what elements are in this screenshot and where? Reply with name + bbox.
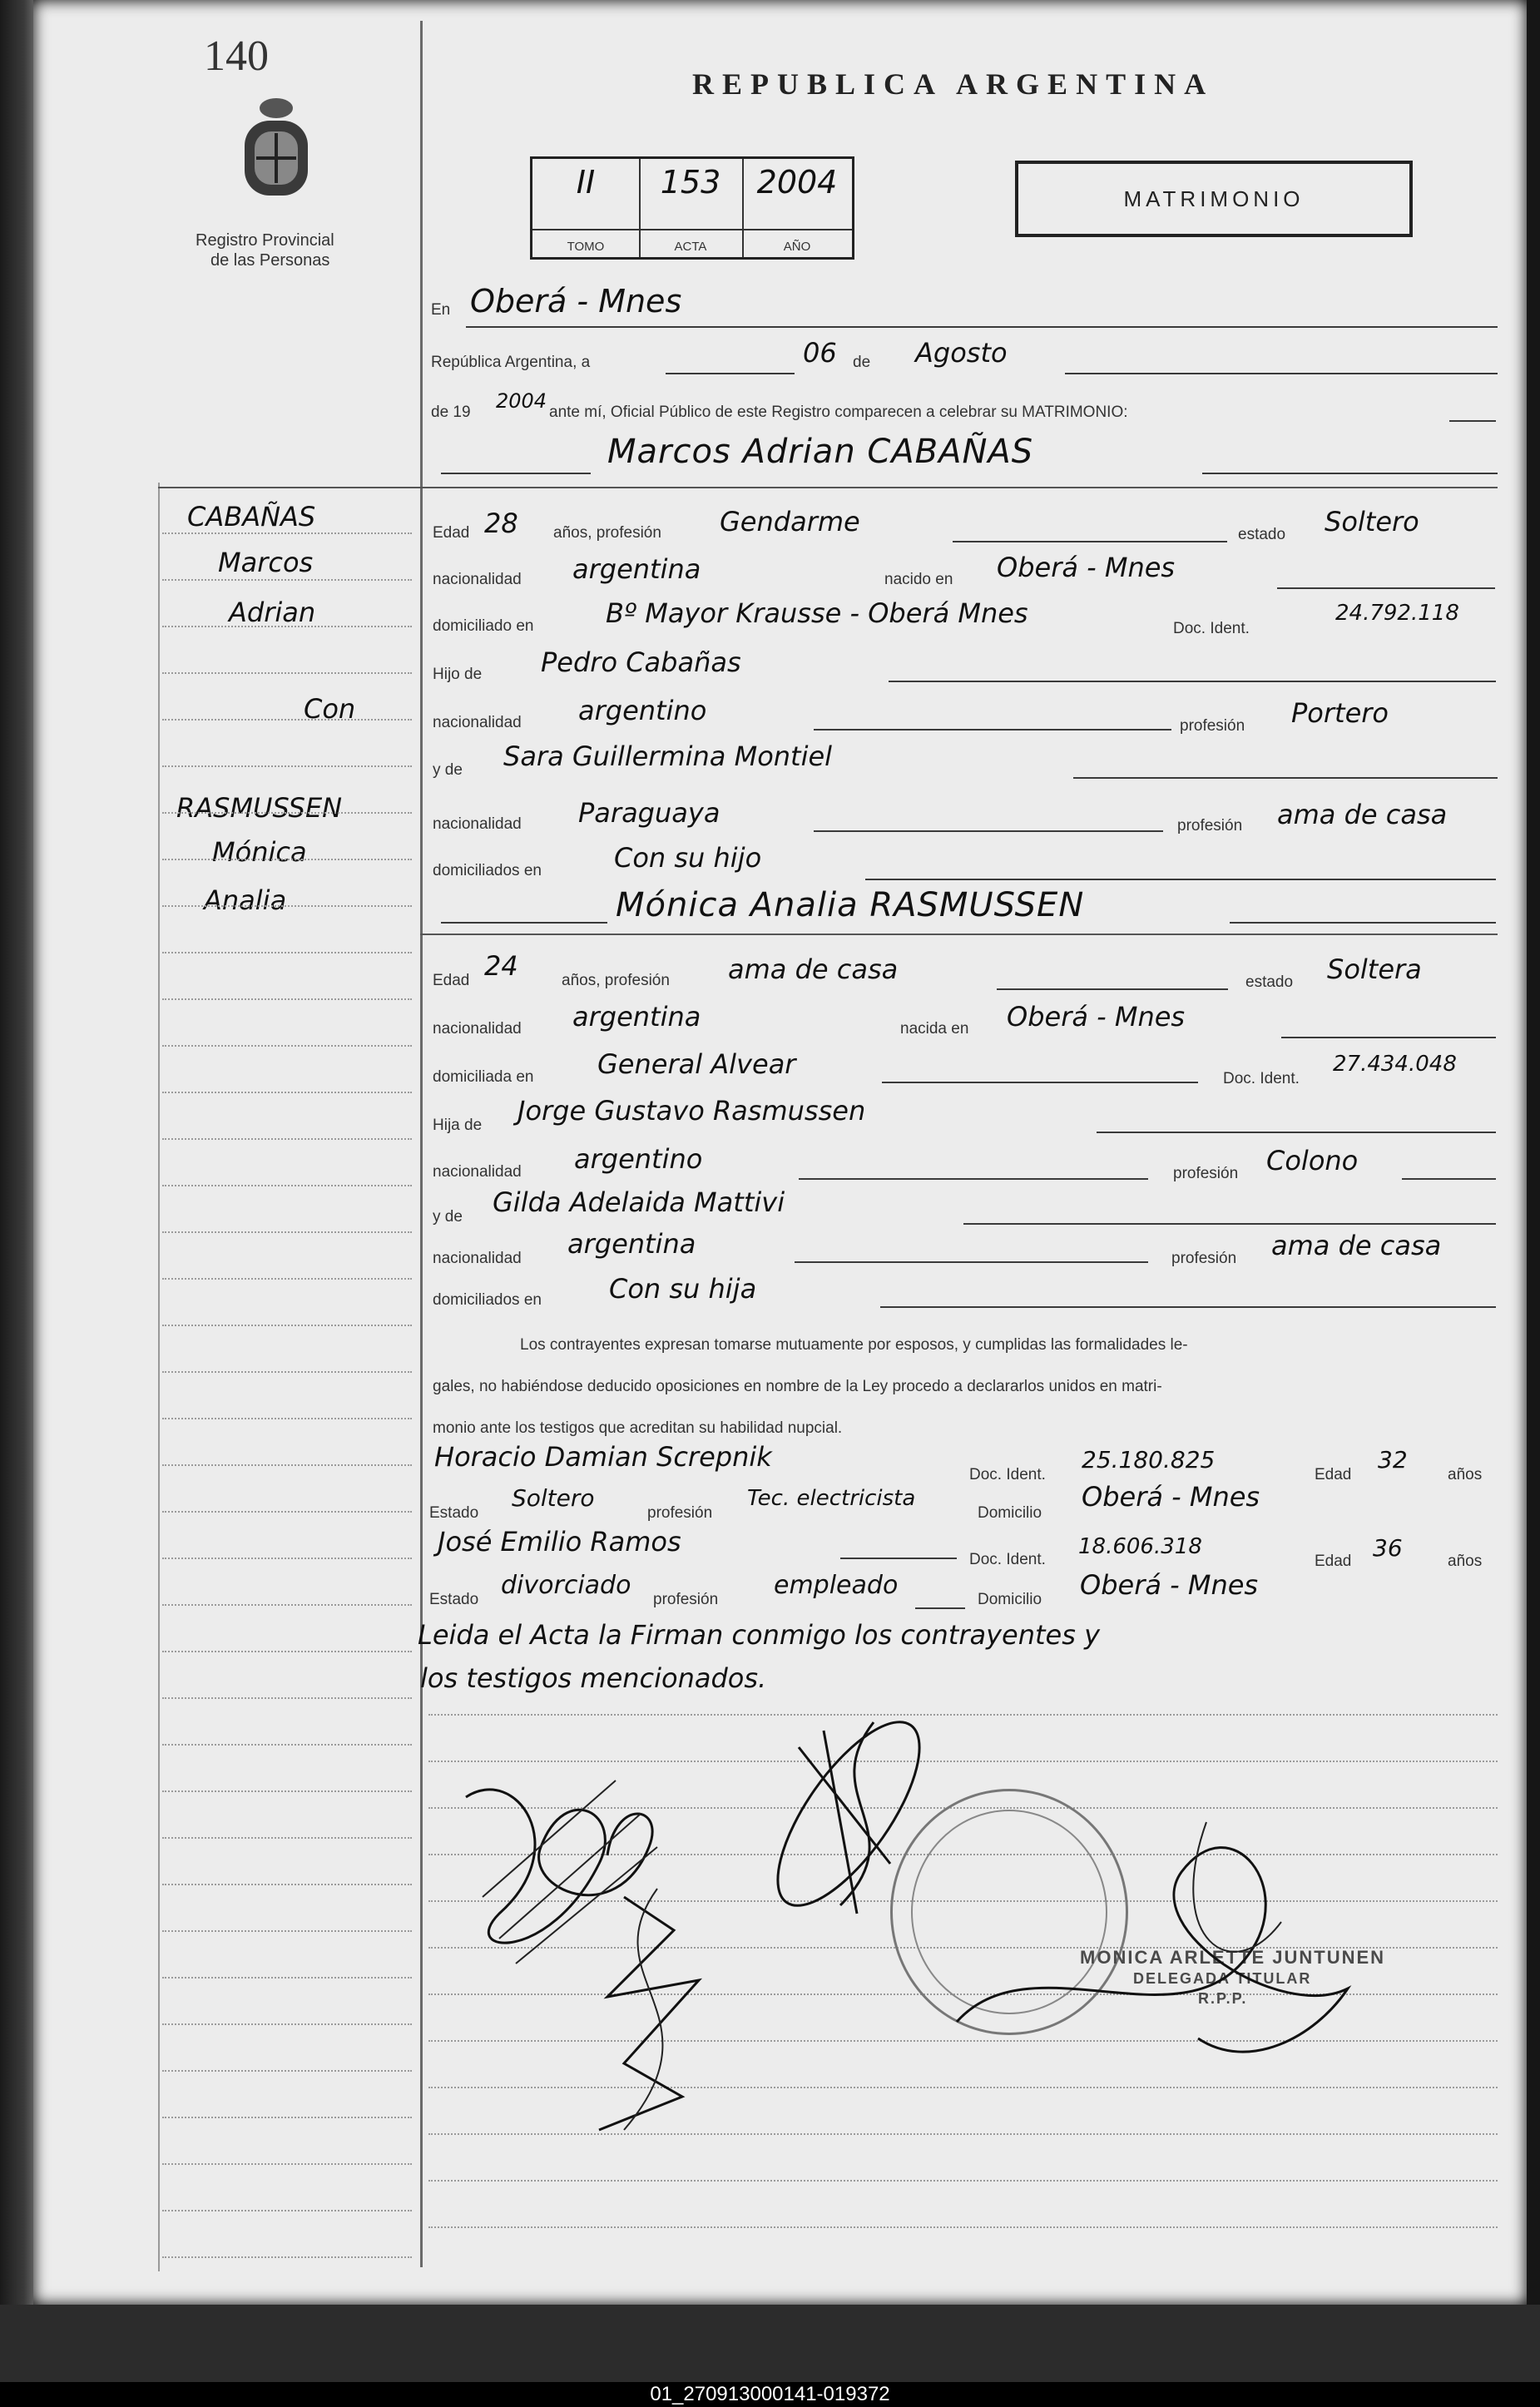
margin-bride-second: Analia xyxy=(204,884,287,916)
coat-of-arms-icon xyxy=(235,83,318,208)
margin-ruled-line xyxy=(162,1697,412,1699)
bride-prof-line xyxy=(997,988,1228,990)
margin-ruled-line xyxy=(162,1325,412,1326)
groom-mother: Sara Guillermina Montiel xyxy=(503,740,833,772)
tomo-cell xyxy=(532,159,641,257)
groom-mother-prof-label: profesión xyxy=(1177,817,1243,835)
witness1-profession: Tec. electricista xyxy=(747,1486,916,1511)
margin-ruled-line xyxy=(162,1278,412,1280)
closing-line1: Leida el Acta la Firman conmigo los contrayentes y xyxy=(418,1619,1100,1651)
witness1-name: Horacio Damian Screpnik xyxy=(434,1441,772,1473)
bride-father-prof-line xyxy=(1402,1178,1496,1180)
bride-birth-line xyxy=(1281,1037,1496,1038)
bride-full-name: Mónica Analia RASMUSSEN xyxy=(616,886,1085,924)
margin-ruled-line xyxy=(162,1558,412,1559)
witness1-domicilio-label: Domicilio xyxy=(978,1504,1042,1522)
bride-nationality: argentina xyxy=(572,1001,701,1033)
witness1-estado: Soltero xyxy=(512,1484,595,1512)
place-line xyxy=(466,326,1498,328)
acta-cell xyxy=(639,159,744,257)
witness2-prof-label: profesión xyxy=(653,1591,719,1608)
file-caption: 01_270913000141-019372 xyxy=(0,2382,1540,2407)
groom-mother-prof: ama de casa xyxy=(1277,799,1448,830)
witness2-anos-label: años xyxy=(1448,1553,1483,1570)
closing-line2: los testigos mencionados. xyxy=(420,1662,767,1694)
bride-address-line xyxy=(882,1082,1198,1083)
groom-birthplace: Oberá - Mnes xyxy=(997,552,1176,583)
bride-estado-label: estado xyxy=(1245,973,1294,991)
margin-ruled-line xyxy=(162,1371,412,1373)
groom-name-lead-line xyxy=(441,473,591,474)
bride-father-nat-label: nacionalidad xyxy=(433,1163,522,1181)
groom-domicilio-label: domiciliado en xyxy=(433,617,534,635)
margin-ruled-line xyxy=(162,2023,412,2025)
bride-doc: 27.434.048 xyxy=(1333,1052,1457,1077)
bride-domiciliados-label: domiciliados en xyxy=(433,1291,542,1309)
witness2-estado: divorciado xyxy=(501,1571,631,1600)
margin-ruled-line xyxy=(162,1045,412,1047)
country-title: REPUBLICA ARGENTINA xyxy=(692,67,1215,101)
acta-value: 153 xyxy=(660,164,721,201)
witness1-address: Oberá - Mnes xyxy=(1082,1481,1260,1513)
year-prefix: de 19 xyxy=(431,404,471,421)
bride-parents-line xyxy=(880,1306,1496,1308)
margin-ruled-line xyxy=(162,905,412,907)
groom-father-prof-label: profesión xyxy=(1180,717,1245,735)
margin-ruled-line xyxy=(162,1418,412,1419)
year-value: 2004 xyxy=(496,389,547,413)
place-value: Oberá - Mnes xyxy=(470,283,682,319)
bride-mother-line xyxy=(963,1223,1496,1225)
ano-cell xyxy=(742,159,852,257)
groom-father-nat: argentino xyxy=(578,695,707,726)
de-label: de xyxy=(853,354,871,371)
groom-doc-label: Doc. Ident. xyxy=(1173,620,1250,637)
margin-ruled-line xyxy=(162,812,412,814)
registry-line2: de las Personas xyxy=(210,251,330,270)
witness2-address: Oberá - Mnes xyxy=(1080,1569,1259,1601)
witness2-prof-line xyxy=(915,1607,965,1609)
witness2-estado-label: Estado xyxy=(429,1591,479,1608)
witness1-prof-label: profesión xyxy=(647,1504,713,1522)
bride-father-prof: Colono xyxy=(1266,1145,1359,1176)
witness1-edad-label: Edad xyxy=(1315,1466,1352,1483)
day-line xyxy=(666,373,795,374)
groom-domiciliados-label: domiciliados en xyxy=(433,862,542,879)
margin-groom-surname: CABAÑAS xyxy=(187,501,316,532)
margin-ruled-line xyxy=(162,1790,412,1792)
groom-nacido-label: nacido en xyxy=(884,571,953,588)
margin-ruled-line xyxy=(162,672,412,674)
bride-estado: Soltera xyxy=(1327,953,1422,985)
bride-domicilio-label: domiciliada en xyxy=(433,1068,534,1086)
bride-mother-nat-label: nacionalidad xyxy=(433,1250,522,1267)
margin-ruled-line xyxy=(162,1185,412,1186)
witness2-domicilio-label: Domicilio xyxy=(978,1591,1042,1608)
groom-mother-nat: Paraguaya xyxy=(578,797,720,829)
witness1-doc-label: Doc. Ident. xyxy=(969,1466,1046,1483)
bride-hija-label: Hija de xyxy=(433,1117,483,1134)
groom-mother-nat-label: nacionalidad xyxy=(433,815,522,833)
margin-ruled-line xyxy=(162,2210,412,2211)
margin-bride-first: Mónica xyxy=(212,836,307,868)
groom-nationality: argentina xyxy=(572,553,701,585)
page-number: 140 xyxy=(204,32,269,80)
groom-doc: 24.792.118 xyxy=(1335,601,1459,626)
bride-age: 24 xyxy=(484,950,518,982)
margin-ruled-line xyxy=(162,1744,412,1746)
bride-mother-nat-line xyxy=(795,1261,1148,1263)
bride-birthplace: Oberá - Mnes xyxy=(1007,1001,1186,1033)
margin-groom-second: Adrian xyxy=(229,597,316,628)
groom-hijo-label: Hijo de xyxy=(433,666,483,683)
bride-yde-label: y de xyxy=(433,1208,463,1226)
bride-profession: ama de casa xyxy=(728,953,899,985)
margin-ruled-line xyxy=(162,1977,412,1979)
bride-anos-prof-label: años, profesión xyxy=(562,972,670,989)
margin-ruled-line xyxy=(162,2163,412,2165)
margin-ruled-line xyxy=(162,998,412,1000)
tomo-label: TOMO xyxy=(567,240,605,254)
bride-father-nat: argentino xyxy=(574,1143,703,1175)
margin-ruled-line xyxy=(162,952,412,953)
month-value: Agosto xyxy=(915,337,1008,369)
tomo-value: II xyxy=(576,164,596,201)
margin-ruled-line xyxy=(162,1651,412,1652)
day-value: 06 xyxy=(803,337,837,369)
groom-yde-label: y de xyxy=(433,761,463,779)
bride-edad-label: Edad xyxy=(433,972,470,989)
body-ruled-line xyxy=(428,2180,1498,2182)
groom-parents-line xyxy=(865,879,1496,880)
margin-ruled-line xyxy=(162,2256,412,2258)
witness2-doc-label: Doc. Ident. xyxy=(969,1551,1046,1568)
official-title: DELEGADA TITULAR xyxy=(1133,1970,1312,1987)
margin-ruled-line xyxy=(162,626,412,627)
margin-ruled-line xyxy=(162,532,412,534)
groom-mother-line xyxy=(1073,777,1498,779)
margin-ruled-line xyxy=(162,1464,412,1466)
declaration-line1: Los contrayentes expresan tomarse mutuamente por esposos, y cumplidas las formalidades le- xyxy=(520,1336,1188,1354)
act-type-box: MATRIMONIO xyxy=(1015,161,1413,237)
signature-bride xyxy=(574,1880,740,2147)
witness2-name-line xyxy=(840,1558,957,1559)
groom-age: 28 xyxy=(484,508,518,539)
en-label: En xyxy=(431,301,451,319)
groom-mother-nat-line xyxy=(814,830,1163,832)
groom-full-name: Marcos Adrian CABAÑAS xyxy=(607,433,1034,471)
official-name: MONICA ARLETTE JUNTUNEN xyxy=(1080,1947,1386,1968)
margin-ruled-line xyxy=(162,2117,412,2118)
bride-father-line xyxy=(1097,1132,1496,1133)
witness2-doc: 18.606.318 xyxy=(1078,1534,1202,1559)
margin-ruled-line xyxy=(162,1930,412,1932)
bride-doc-label: Doc. Ident. xyxy=(1223,1070,1300,1087)
registry-line1: Registro Provincial xyxy=(196,231,334,250)
groom-birth-line xyxy=(1277,587,1495,589)
groom-anos-prof-label: años, profesión xyxy=(553,524,661,542)
groom-edad-label: Edad xyxy=(433,524,470,542)
margin-ruled-line xyxy=(162,1231,412,1233)
bride-father-prof-label: profesión xyxy=(1173,1165,1239,1182)
groom-father-nat-label: nacionalidad xyxy=(433,714,522,731)
section-rule-2 xyxy=(420,934,1498,935)
groom-profession: Gendarme xyxy=(720,506,860,537)
bride-mother-nat: argentina xyxy=(567,1228,696,1260)
bride-parents-address: Con su hija xyxy=(609,1273,757,1305)
witness2-profession: empleado xyxy=(774,1571,899,1600)
bride-nacida-label: nacida en xyxy=(900,1020,969,1038)
groom-nat-label: nacionalidad xyxy=(433,571,522,588)
body-ruled-line xyxy=(428,2226,1498,2228)
witness2-edad-label: Edad xyxy=(1315,1553,1352,1570)
groom-estado-label: estado xyxy=(1238,526,1286,543)
groom-estado: Soltero xyxy=(1325,506,1419,537)
margin-ruled-line xyxy=(162,2070,412,2072)
margin-ruled-line xyxy=(162,765,412,767)
margin-ruled-line xyxy=(162,1511,412,1513)
groom-father: Pedro Cabañas xyxy=(541,646,741,678)
margin-connector: Con xyxy=(304,693,356,725)
groom-prof-line xyxy=(953,541,1227,542)
witness1-estado-label: Estado xyxy=(429,1504,479,1522)
ano-label: AÑO xyxy=(783,240,811,254)
bride-father-nat-line xyxy=(799,1178,1148,1180)
witness2-name: José Emilio Ramos xyxy=(438,1526,681,1558)
groom-name-trail-line xyxy=(1202,473,1498,474)
bride-name-lead-line xyxy=(441,922,607,924)
witness1-doc: 25.180.825 xyxy=(1082,1446,1216,1473)
ano-value: 2004 xyxy=(756,164,838,201)
margin-ruled-line xyxy=(162,859,412,860)
margin-ruled-line xyxy=(162,1604,412,1606)
witness1-anos-label: años xyxy=(1448,1466,1483,1483)
groom-father-prof: Portero xyxy=(1291,697,1389,729)
signature-official xyxy=(932,1772,1373,2088)
signature-witness xyxy=(749,1697,948,1939)
bride-mother-prof-label: profesión xyxy=(1171,1250,1237,1267)
groom-address: Bº Mayor Krausse - Oberá Mnes xyxy=(606,597,1028,629)
acta-label: ACTA xyxy=(674,240,707,254)
margin-bride-surname: RASMUSSEN xyxy=(176,792,343,824)
section-rule-1 xyxy=(158,487,1498,488)
bride-mother-prof: ama de casa xyxy=(1271,1230,1442,1261)
republica-label: República Argentina, a xyxy=(431,354,591,371)
margin-ruled-line xyxy=(162,1138,412,1140)
bride-name-trail-line xyxy=(1230,922,1496,924)
declaration-line2: gales, no habiéndose deducido oposiciones en nombre de la Ley procedo a declararlos unidos en matri- xyxy=(433,1378,1162,1395)
act-box-divider xyxy=(532,229,852,230)
groom-parents-address: Con su hijo xyxy=(614,842,762,874)
body-ruled-line xyxy=(428,1714,1498,1716)
intro-line xyxy=(1449,420,1496,422)
witness2-age: 36 xyxy=(1373,1534,1403,1562)
bride-father: Jorge Gustavo Rasmussen xyxy=(517,1095,866,1127)
margin-groom-first: Marcos xyxy=(218,547,314,578)
intro-text: ante mí, Oficial Público de este Registro comparecen a celebrar su MATRIMONIO: xyxy=(549,404,1128,421)
bride-nat-label: nacionalidad xyxy=(433,1020,522,1038)
bride-address: General Alvear xyxy=(597,1048,796,1080)
groom-father-nat-line xyxy=(814,729,1171,731)
declaration-line3: monio ante los testigos que acreditan su habilidad nupcial. xyxy=(433,1419,843,1437)
margin-ruled-line xyxy=(162,579,412,581)
margin-ruled-line xyxy=(162,719,412,721)
column-divider xyxy=(420,21,423,2267)
margin-ruled-line xyxy=(162,1884,412,1885)
margin-edge xyxy=(158,483,160,2271)
act-number-box xyxy=(530,156,854,260)
margin-ruled-line xyxy=(162,1837,412,1839)
groom-father-line xyxy=(889,681,1496,682)
month-line xyxy=(1065,373,1498,374)
margin-ruled-line xyxy=(162,1092,412,1093)
bride-mother: Gilda Adelaida Mattivi xyxy=(493,1186,785,1218)
official-abbr: R.P.P. xyxy=(1198,1990,1248,2007)
witness1-age: 32 xyxy=(1378,1446,1408,1473)
page-bottom-shadow xyxy=(0,2305,1540,2382)
